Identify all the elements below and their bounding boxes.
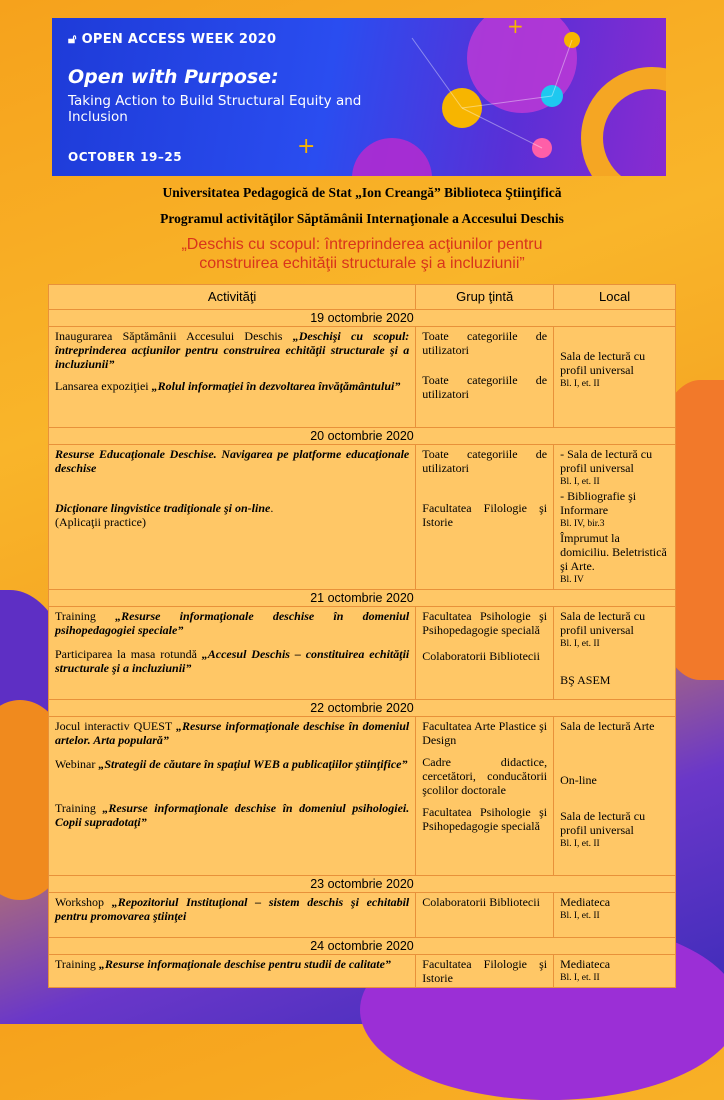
theme-line-2: construirea echităţii structurale şi a incluziunii” bbox=[199, 255, 525, 272]
open-access-banner bbox=[52, 18, 666, 176]
table-row bbox=[49, 893, 676, 938]
day-row: 22 octombrie 2020 bbox=[49, 700, 676, 717]
table-row bbox=[49, 445, 676, 590]
target-cell: Facultatea Psihologie şi Psihopedagogie specială Colaboratorii Bibliotecii bbox=[416, 607, 554, 700]
table-row bbox=[49, 607, 676, 700]
program-title: Programul activităţilor Săptămânii Internaţionale a Accesului Deschis bbox=[160, 211, 564, 226]
location-cell: - Sala de lectură cu profil universal Bl. I, et. II - Bibliografie şi Informare Bl. IV, bir.3 Împrumut la domiciliu. Beletristică şi Arte. Bl. IV bbox=[554, 445, 676, 590]
table-row bbox=[49, 327, 676, 428]
location-cell: Sala de lectură cu profil universal Bl. I, et. II bbox=[554, 327, 676, 428]
activities-cell: Training „Resurse informaţionale deschise în domeniul psihopedagogiei speciale” Participarea la masa rotundă „Accesul Deschis – constituirea echităţii structurale şi a incluziunii” bbox=[49, 607, 416, 700]
program-table bbox=[48, 284, 676, 988]
table-row bbox=[49, 717, 676, 876]
target-cell: Toate categoriile de utilizatori Toate categoriile de utilizatori bbox=[416, 327, 554, 428]
day-row: 23 octombrie 2020 bbox=[49, 876, 676, 893]
col-location: Local bbox=[554, 285, 676, 310]
activities-cell: Workshop „Repozitoriul Instituţional – sistem deschis şi echitabil pentru promovarea ştiinţei bbox=[49, 893, 416, 938]
col-activities: Activităţi bbox=[49, 285, 416, 310]
target-cell: Facultatea Filologie şi Istorie bbox=[416, 955, 554, 988]
day-row: 19 octombrie 2020 bbox=[49, 310, 676, 327]
day-row: 20 octombrie 2020 bbox=[49, 428, 676, 445]
banner-title: Open with Purpose: bbox=[68, 66, 279, 88]
table-header-row bbox=[49, 285, 676, 310]
day-row: 24 octombrie 2020 bbox=[49, 938, 676, 955]
activities-cell: Resurse Educaţionale Deschise. Navigarea pe platforme educaţionale deschise Dicţionare lingvistice tradiţionale şi on-line. (Aplicaţii practice) bbox=[49, 445, 416, 590]
activities-cell: Inaugurarea Săptămânii Accesului Deschis „Deschişi cu scopul: întreprinderea acţiunilor pentru construirea echităţii structurale şi a incluziunii” Lansarea expoziţiei „Rolul informaţiei în dezvoltarea învăţământului” bbox=[49, 327, 416, 428]
theme-title bbox=[0, 235, 724, 273]
location-cell: Sala de lectură Arte On-line Sala de lectură cu profil universal Bl. I, et. II bbox=[554, 717, 676, 876]
banner-subtitle: Taking Action to Build Structural Equity and Inclusion bbox=[68, 93, 362, 125]
table-row bbox=[49, 955, 676, 988]
col-target: Grup ţintă bbox=[416, 285, 554, 310]
target-cell: Toate categoriile de utilizatori Facultatea Filologie şi Istorie bbox=[416, 445, 554, 590]
activities-cell: Jocul interactiv QUEST „Resurse informaţionale deschise în domeniul artelor. Arta populară” Webinar „Strategii de căutare în spaţiul WEB a publicaţiilor ştiinţifice” Training „Resurse informaţionale deschise în domeniul psihologiei. Copii supradotaţi” bbox=[49, 717, 416, 876]
day-row: 21 octombrie 2020 bbox=[49, 590, 676, 607]
target-cell: Colaboratorii Bibliotecii bbox=[416, 893, 554, 938]
theme-line-1: „Deschis cu scopul: întreprinderea acţiunilor pentru bbox=[181, 236, 543, 253]
location-cell: Mediateca Bl. I, et. II bbox=[554, 893, 676, 938]
oa-lock-icon-brand bbox=[68, 32, 276, 47]
banner-dates: OCTOBER 19–25 bbox=[68, 150, 183, 164]
svg-text:+: + bbox=[297, 134, 316, 159]
open-lock-icon: 🔓︎ bbox=[68, 32, 77, 47]
activities-cell: Training „Resurse informaţionale deschise pentru studii de calitate” bbox=[49, 955, 416, 988]
university-title: Universitatea Pedagogică de Stat „Ion Creangă” Biblioteca Ştiinţifică bbox=[162, 185, 562, 200]
banner-brand: OPEN ACCESS WEEK 2020 bbox=[81, 32, 277, 47]
target-cell: Facultatea Arte Plastice şi Design Cadre didactice, cercetători, conducătorii şcolilor doctorale Facultatea Psihologie şi Psihopedagogie specială bbox=[416, 717, 554, 876]
svg-text:+: + bbox=[507, 18, 524, 38]
location-cell: Sala de lectură cu profil universal Bl. I, et. II BŞ ASEM bbox=[554, 607, 676, 700]
location-cell: Mediateca Bl. I, et. II bbox=[554, 955, 676, 988]
